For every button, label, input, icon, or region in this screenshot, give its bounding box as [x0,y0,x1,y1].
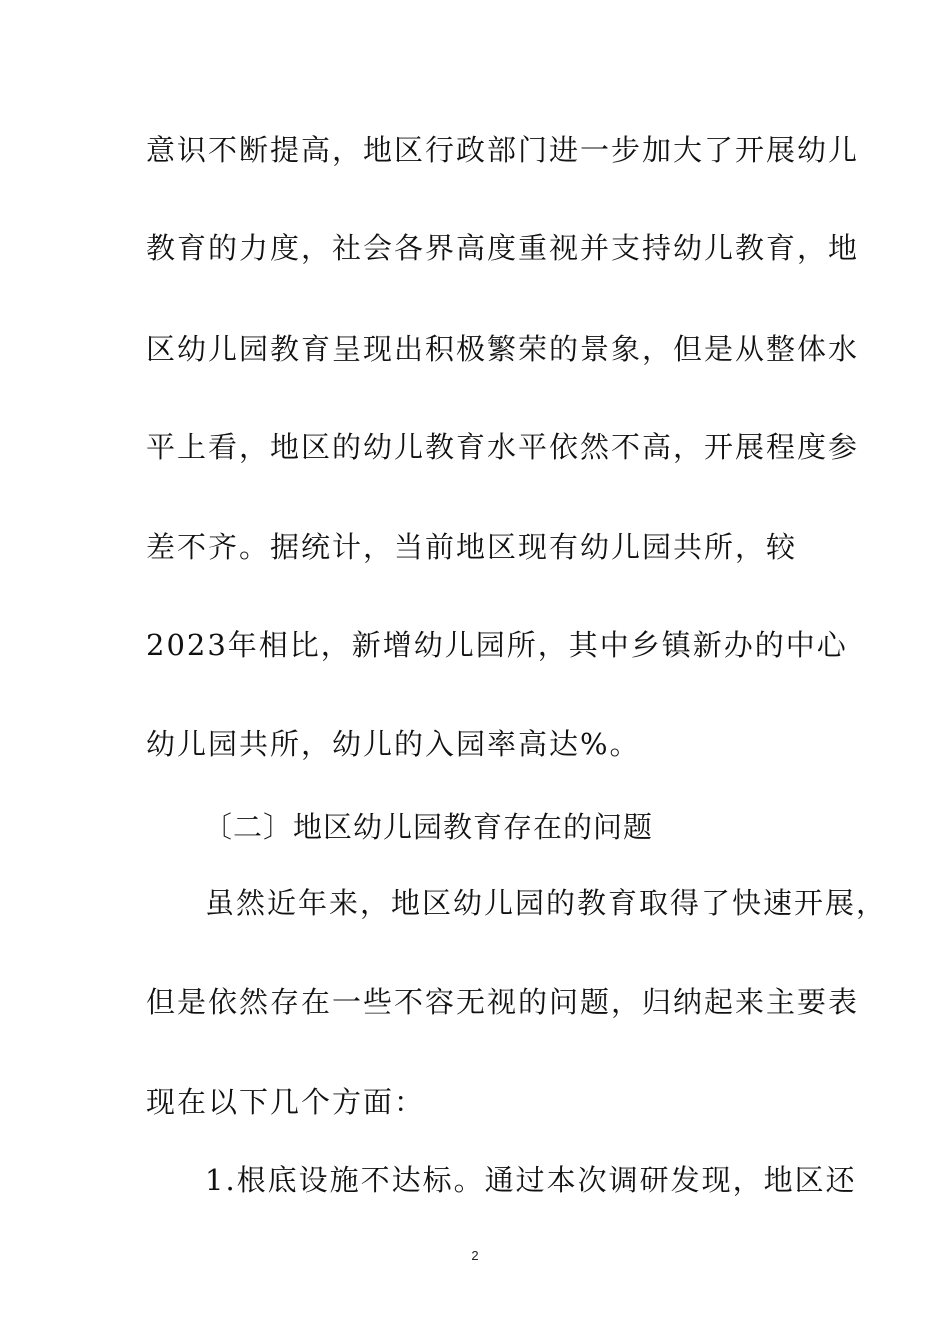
section-heading: 〔二〕地区幼儿园教育存在的问题 [203,810,654,844]
body-text-line: 意识不断提高，地区行政部门进一步加大了开展幼儿 [146,133,860,167]
body-text-line: 幼儿园共所，幼儿的入园率高达%。 [146,727,641,761]
body-text-line: 虽然近年来，地区幼儿园的教育取得了快速开展， [205,886,888,920]
body-text-line: 2023年相比，新增幼儿园所，其中乡镇新办的中心 [146,628,848,662]
body-text-line: 现在以下几个方面： [146,1085,426,1119]
list-item: 1.根底设施不达标。通过本次调研发现，地区还 [205,1163,857,1197]
body-text-line: 教育的力度，社会各界高度重视并支持幼儿教育，地 [146,231,860,265]
page-number: 2 [471,1248,479,1263]
body-text-line: 但是依然存在一些不容无视的问题，归纳起来主要表 [146,985,860,1019]
body-text-line: 平上看，地区的幼儿教育水平依然不高，开展程度参 [146,430,860,464]
body-text-line: 差不齐。据统计，当前地区现有幼儿园共所，较 [146,530,798,564]
body-text-line: 区幼儿园教育呈现出积极繁荣的景象，但是从整体水 [146,332,860,366]
